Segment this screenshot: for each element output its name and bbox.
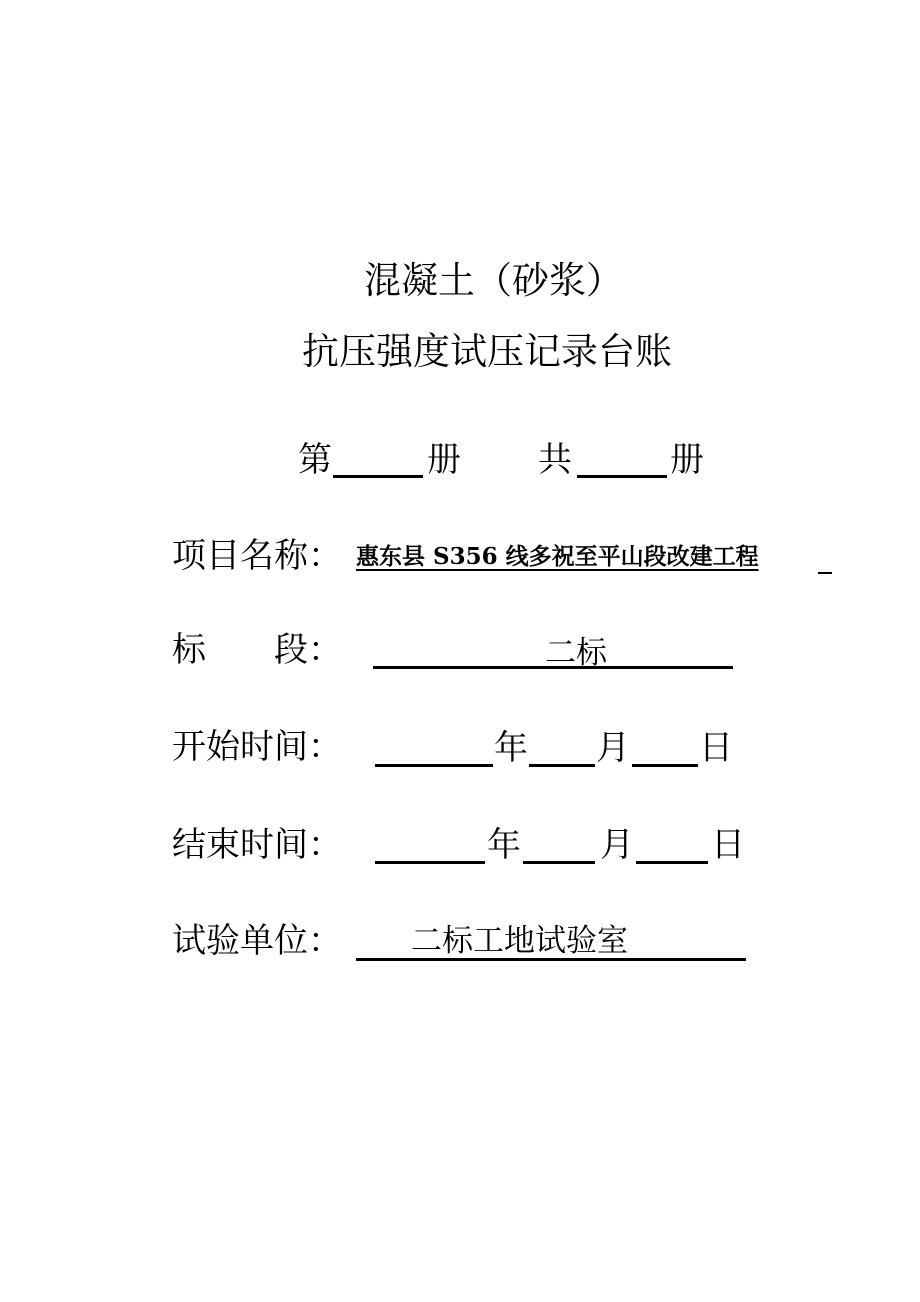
end-month-label: 月	[600, 825, 634, 865]
title-line-2: 抗压强度试压记录台账	[302, 330, 672, 373]
end-day-blank[interactable]	[636, 861, 708, 864]
test-unit-value: 二标工地试验室	[411, 923, 628, 959]
section-label: 标 段：	[172, 630, 342, 670]
volume-unit-1: 册	[427, 440, 461, 480]
title-line-1: 混凝土（砂浆）	[364, 259, 623, 302]
volume-total-prefix: 共	[538, 440, 572, 480]
test-unit-label: 试验单位：	[172, 921, 342, 961]
volume-unit-2: 册	[670, 440, 704, 480]
start-time-label: 开始时间：	[172, 727, 342, 767]
start-month-label: 月	[596, 728, 630, 768]
end-day-label: 日	[711, 825, 745, 865]
volume-total-blank[interactable]	[577, 475, 667, 478]
end-year-label: 年	[487, 825, 521, 865]
start-year-blank[interactable]	[375, 764, 493, 767]
end-time-label: 结束时间：	[172, 825, 342, 865]
start-day-label: 日	[699, 728, 733, 768]
start-month-blank[interactable]	[529, 764, 595, 767]
section-value: 二标	[545, 635, 607, 671]
end-year-blank[interactable]	[375, 861, 485, 864]
end-month-blank[interactable]	[523, 861, 595, 864]
project-name-value: 惠东县 S356 线多祝至平山段改建工程	[356, 543, 759, 570]
volume-prefix: 第	[298, 440, 332, 480]
project-name-label: 项目名称：	[172, 536, 342, 576]
volume-number-blank[interactable]	[333, 475, 423, 478]
start-day-blank[interactable]	[632, 764, 698, 767]
start-year-label: 年	[494, 728, 528, 768]
project-name-underline-tail	[818, 572, 832, 574]
